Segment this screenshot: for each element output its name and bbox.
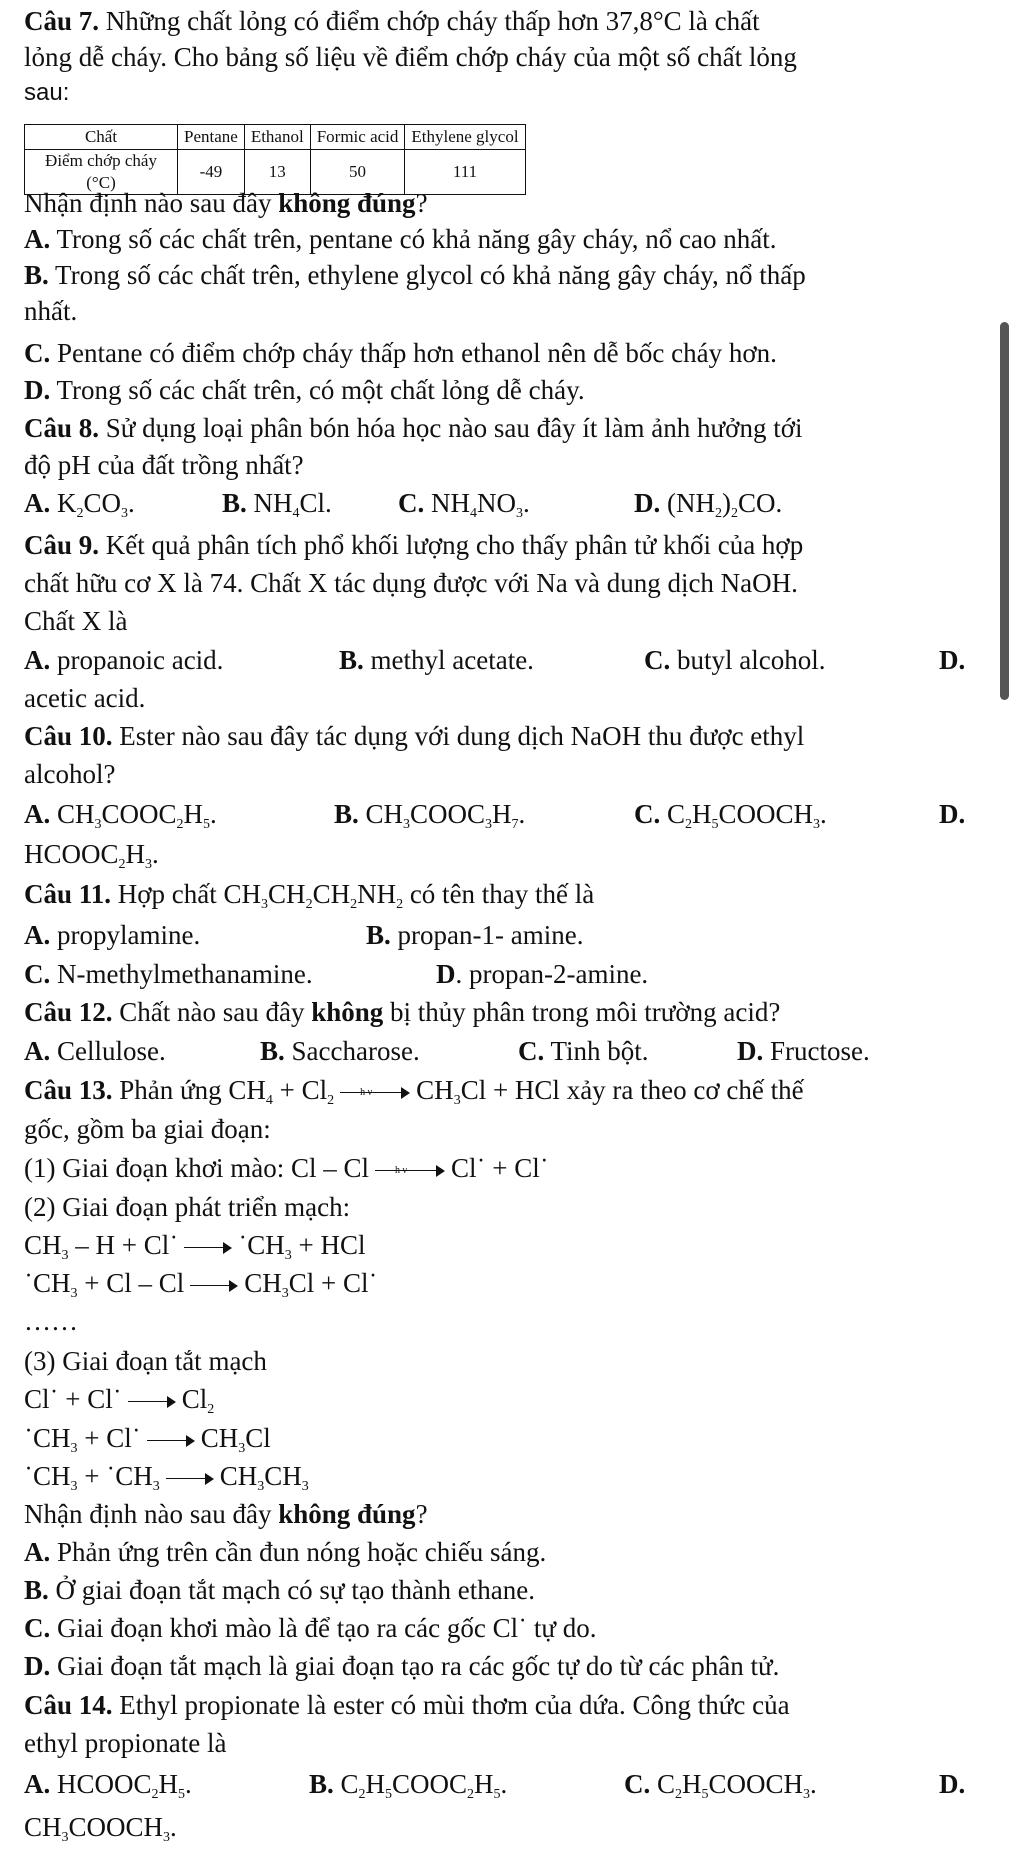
table-cell: 13 [244,150,310,195]
vertical-scrollbar[interactable] [1000,322,1009,700]
q11-option-a: A. propylamine. [24,920,201,950]
q13-step-3: (3) Giai đoạn tắt mạch [24,1346,267,1376]
q7-line-2: lỏng dễ cháy. Cho bảng số liệu về điểm chớp cháy của một số chất lỏng [24,42,797,72]
q7-option-b: B. Trong số các chất trên, ethylene glycol có khả năng gây cháy, nổ thấp [24,260,806,290]
table-header-cell: Ethanol [244,125,310,150]
q11-option-d: D. propan-2-amine. [436,959,649,989]
q14-option-a: A. $HCOOC_2H_5$. [24,1769,192,1802]
q9-line-2: chất hữu cơ X là 74. Chất X tác dụng được với Na và dung dịch NaOH. [24,568,798,598]
q13-eq-3a: Cl˙ + Cl˙ $Cl_2$ [24,1384,215,1417]
q12-option-b: B. Saccharose. [260,1036,420,1066]
q11-line-1: Câu 11. Hợp chất $CH_3CH_2CH_2NH_2$ có tên thay thế là [24,879,595,912]
q13-option-d: D. Giai đoạn tắt mạch là giai đoạn tạo ra các gốc tự do từ các phân tử. [24,1651,780,1681]
q13-step-2: (2) Giai đoạn phát triển mạch: [24,1192,351,1222]
reaction-arrow-icon [190,1277,238,1295]
q14-option-b: B. $C_2H_5COOC_2H_5$. [309,1769,508,1802]
reaction-arrow-icon [166,1470,214,1488]
reaction-arrow-icon: h ν [340,1084,410,1102]
q14-line-2: ethyl propionate là [24,1728,227,1758]
q7-option-b-cont: nhất. [24,296,78,326]
q9-option-b: B. methyl acetate. [339,645,534,675]
q7-line-1: Câu 7. Những chất lỏng có điểm chớp cháy thấp hơn 37,8°C là chất [24,6,760,36]
q10-option-d: $HCOOC_2H_3$. [24,839,159,872]
table-header-cell: Chất [25,125,178,150]
q13-option-a: A. Phản ứng trên cần đun nóng hoặc chiếu sáng. [24,1537,547,1567]
q13-step-1: (1) Giai đoạn khơi mào: Cl – Cl h ν Cl˙ + Cl˙ [24,1153,549,1183]
q8-line-2: độ pH của đất trồng nhất? [24,450,304,480]
q11-option-b: B. propan-1- amine. [366,920,584,950]
q13-option-c: C. Giai đoạn khơi mào là để tạo ra các gốc Cl˙ tự do. [24,1613,597,1643]
reaction-arrow-icon: h ν [375,1162,445,1180]
table-cell: 50 [310,150,405,195]
q8-option-c: C. $NH_4NO_3$. [398,488,530,521]
q12-option-d: D. Fructose. [737,1036,870,1066]
q9-option-d: acetic acid. [24,683,146,713]
q13-eq-3c: $˙CH_3$ + $˙CH_3$ $CH_3CH_3$ [24,1461,309,1494]
table-header-cell: Pentane [178,125,245,150]
q13-prompt: Nhận định nào sau đây không đúng? [24,1499,428,1529]
table-cell: 111 [405,150,525,195]
table-header-cell: Ethylene glycol [405,125,525,150]
q7-option-a: A. Trong số các chất trên, pentane có khả năng gây cháy, nổ cao nhất. [24,224,777,254]
q10-line-1: Câu 10. Ester nào sau đây tác dụng với dung dịch NaOH thu được ethyl [24,721,805,751]
reaction-arrow-icon [184,1239,232,1257]
q13-line-1: Câu 13. Phản ứng $CH_4 + Cl_2$ h ν $CH_3Cl$ + HCl xảy ra theo cơ chế thế [24,1075,804,1108]
q7-option-d: D. Trong số các chất trên, có một chất lỏng dễ cháy. [24,375,585,405]
q7-option-c: C. Pentane có điểm chớp cháy thấp hơn ethanol nên dễ bốc cháy hơn. [24,338,777,368]
q10-option-b: B. $CH_3COOC_3H_7$. [334,799,526,832]
q14-line-1: Câu 14. Ethyl propionate là ester có mùi thơm của dứa. Công thức của [24,1690,790,1720]
q13-eq-2a: $CH_3$ – H + Cl˙ $˙CH_3$ + HCl [24,1230,366,1263]
q8-option-d: D. $(NH_2)_2CO$. [634,488,783,521]
q13-option-b: B. Ở giai đoạn tắt mạch có sự tạo thành ethane. [24,1575,535,1605]
q14-option-c: C. $C_2H_5COOCH_3$. [624,1769,817,1802]
q11-option-c: C. N-methylmethanamine. [24,959,313,989]
q9-option-a: A. propanoic acid. [24,645,224,675]
q10-option-d-label: D. [939,799,966,829]
table-header-cell: Formic acid [310,125,405,150]
q14-option-d: $CH_3COOCH_3$. [24,1812,177,1845]
q14-option-d-label: D. [939,1769,966,1799]
q13-dots: …… [24,1306,78,1336]
table-cell: -49 [178,150,245,195]
q10-option-c: C. $C_2H_5COOCH_3$. [634,799,827,832]
q13-eq-3b: $˙CH_3$ + Cl˙ $CH_3Cl$ [24,1423,271,1456]
q8-option-b: B. $NH_4Cl$. [222,488,332,521]
q12-option-a: A. Cellulose. [24,1036,166,1066]
table-row-label: Điểm chớp cháy (°C) [25,150,178,195]
flash-point-table [24,124,526,195]
reaction-arrow-icon [147,1432,195,1450]
q10-option-a: A. $CH_3COOC_2H_5$. [24,799,217,832]
q9-line-3: Chất X là [24,606,128,636]
q13-line-2: gốc, gồm ba giai đoạn: [24,1114,271,1144]
q7-prompt: Nhận định nào sau đây không đúng? [24,188,428,218]
q9-option-d-label: D. [939,645,966,675]
q13-eq-2b: $˙CH_3 + Cl - Cl$ $CH_3Cl$ + Cl˙ [24,1268,378,1301]
q12-option-c: C. Tinh bột. [518,1036,649,1066]
q12-line-1: Câu 12. Chất nào sau đây không bị thủy phân trong môi trường acid? [24,997,781,1027]
reaction-arrow-icon [128,1393,176,1411]
q9-line-1: Câu 9. Kết quả phân tích phổ khối lượng cho thấy phân tử khối của hợp [24,530,804,560]
q10-line-2: alcohol? [24,759,116,789]
q7-line-3: sau: [24,79,70,106]
q8-option-a: A. $K_2CO_3$. [24,488,135,521]
table-header-row [25,125,526,150]
q8-line-1: Câu 8. Sử dụng loại phân bón hóa học nào sau đây ít làm ảnh hưởng tới [24,413,803,443]
q9-option-c: C. butyl alcohol. [644,645,826,675]
